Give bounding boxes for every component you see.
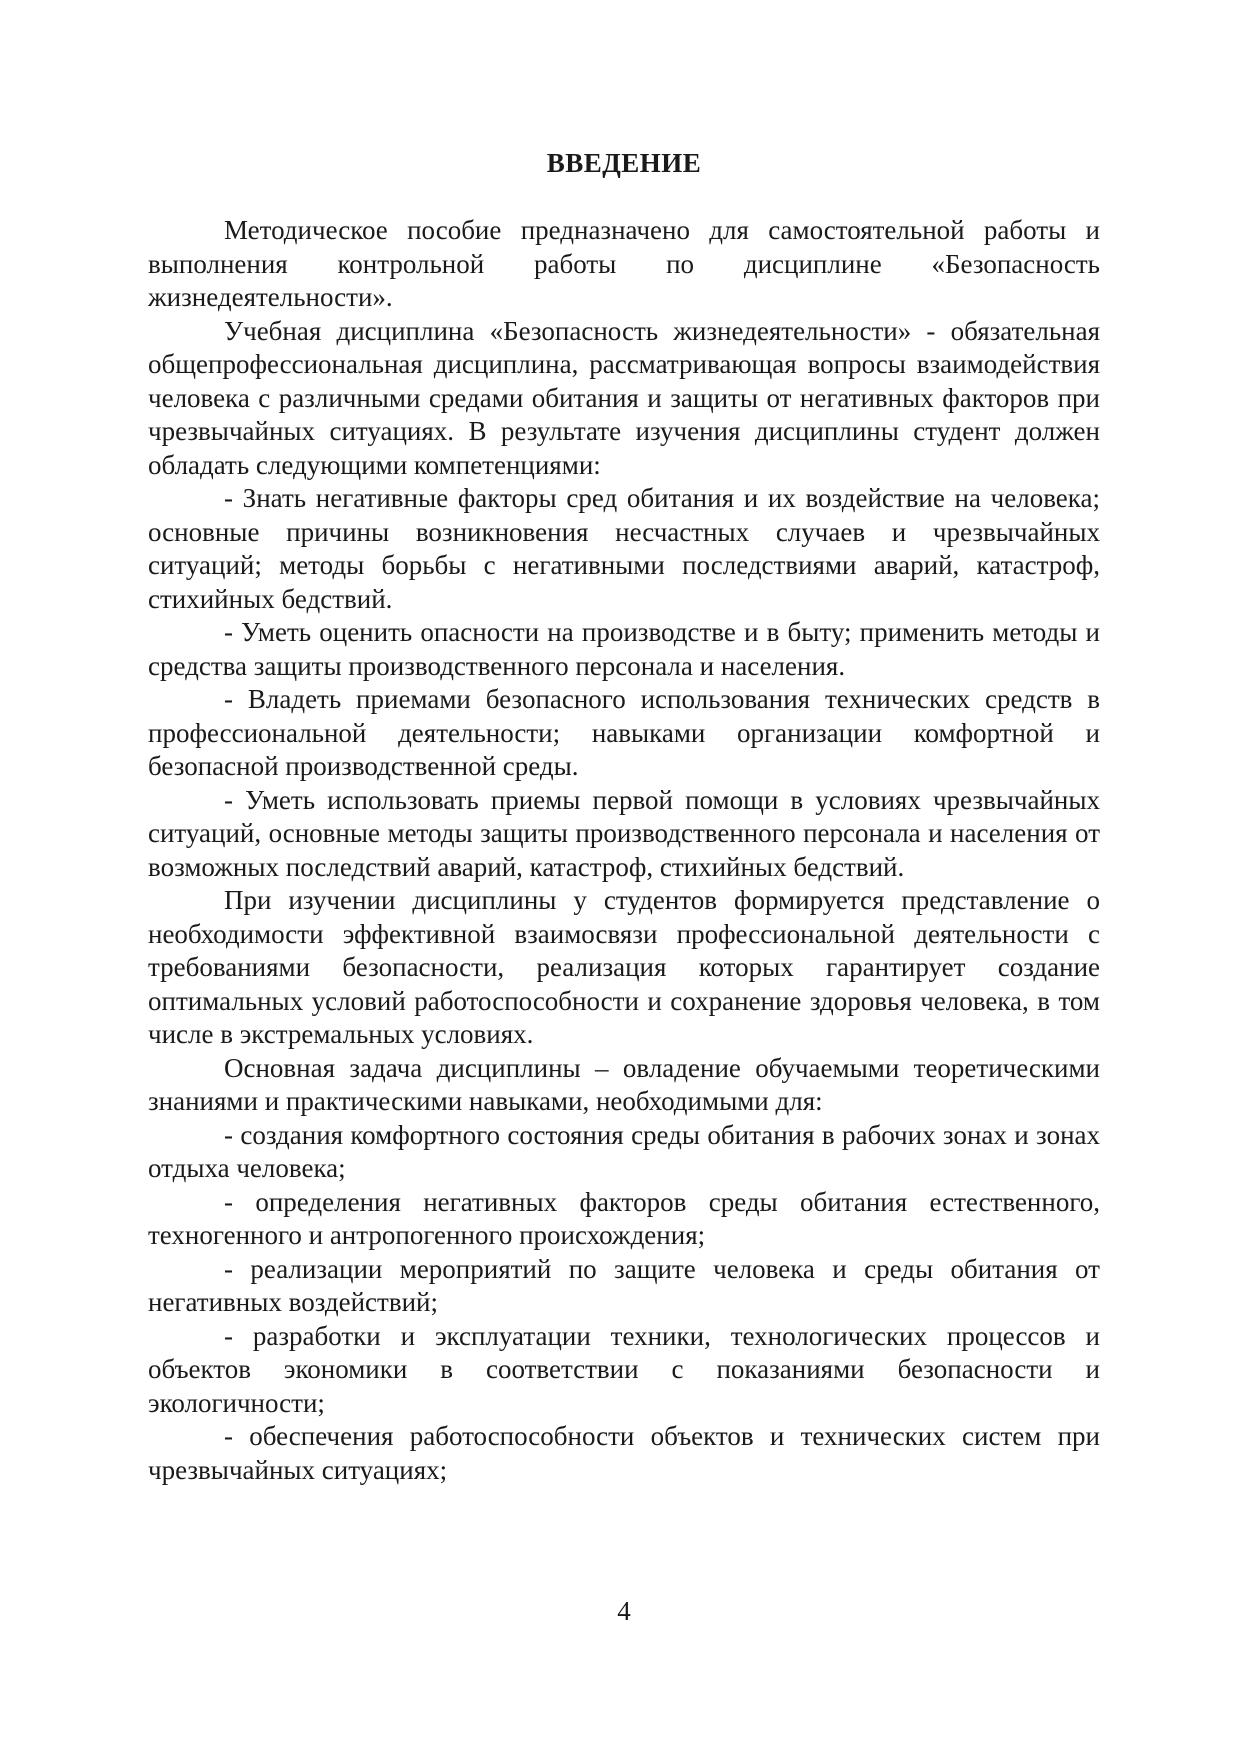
page-number: 4 (617, 1596, 631, 1626)
body-text (148, 214, 1100, 1487)
list-item-be-able: - Уметь оценить опасности на производстве и в быту; применить методы и средства защиты производственного персонала и населения. (148, 617, 1100, 681)
document-page (148, 0, 1100, 1754)
paragraph-main-task: Основная задача дисциплины – овладение обучаемыми теоретическими знаниями и практическими навыками, необходимыми для: (148, 1052, 1100, 1116)
paragraph-intro: Методическое пособие предназначено для самостоятельной работы и выполнения контрольной работы по дисциплине «Безопасность жизнедеятельности». (148, 215, 1100, 312)
list-item-comfort: - создания комфортного состояния среды обитания в рабочих зонах и зонах отдыха человека; (148, 1119, 1100, 1183)
paragraph-study: При изучении дисциплины у студентов формируется представление о необходимости эффективной взаимосвязи профессиональной деятельности с требованиями безопасности, реализация которых гарантирует создание оптимальных условий работоспособности и сохранение здоровья человека, в том числе в экстремальных условиях. (148, 885, 1100, 1049)
list-item-know: - Знать негативные факторы сред обитания и их воздействие на человека; основные причины возникновения несчастных случаев и чрезвычайных ситуаций; методы борьбы с негативными последствиями аварий, катастроф, стихийных бедствий. (148, 483, 1100, 614)
section-heading: ВВЕДЕНИЕ (546, 148, 702, 178)
list-item-develop: - разработки и эксплуатации техники, технологических процессов и объектов экономики в соответствии с показаниями безопасности и экологичности; (148, 1320, 1100, 1418)
paragraph-discipline: Учебная дисциплина «Безопасность жизнедеятельности» - обязательная общепрофессиональная дисциплина, рассматривающая вопросы взаимодействия человека с различными средами обитания и защиты от негативных факторов при чрезвычайных ситуациях. В результате изучения дисциплины студент должен обладать следующими компетенциями: (148, 315, 1100, 480)
list-item-ensure: - обеспечения работоспособности объектов и технических систем при чрезвычайных ситуациях; (148, 1421, 1100, 1485)
list-item-master: - Владеть приемами безопасного использования технических средств в профессиональной деятельности; навыками организации комфортной и безопасной производственной среды. (148, 684, 1100, 781)
list-item-identify: - определения негативных факторов среды обитания естественного, техногенного и антропогенного происхождения; (148, 1186, 1100, 1250)
list-item-first-aid: - Уметь использовать приемы первой помощи в условиях чрезвычайных ситуаций, основные методы защиты производственного персонала и населения от возможных последствий аварий, катастроф, стихийных бедствий. (148, 784, 1100, 882)
list-item-protect: - реализации мероприятий по защите человека и среды обитания от негативных воздействий; (148, 1253, 1100, 1317)
